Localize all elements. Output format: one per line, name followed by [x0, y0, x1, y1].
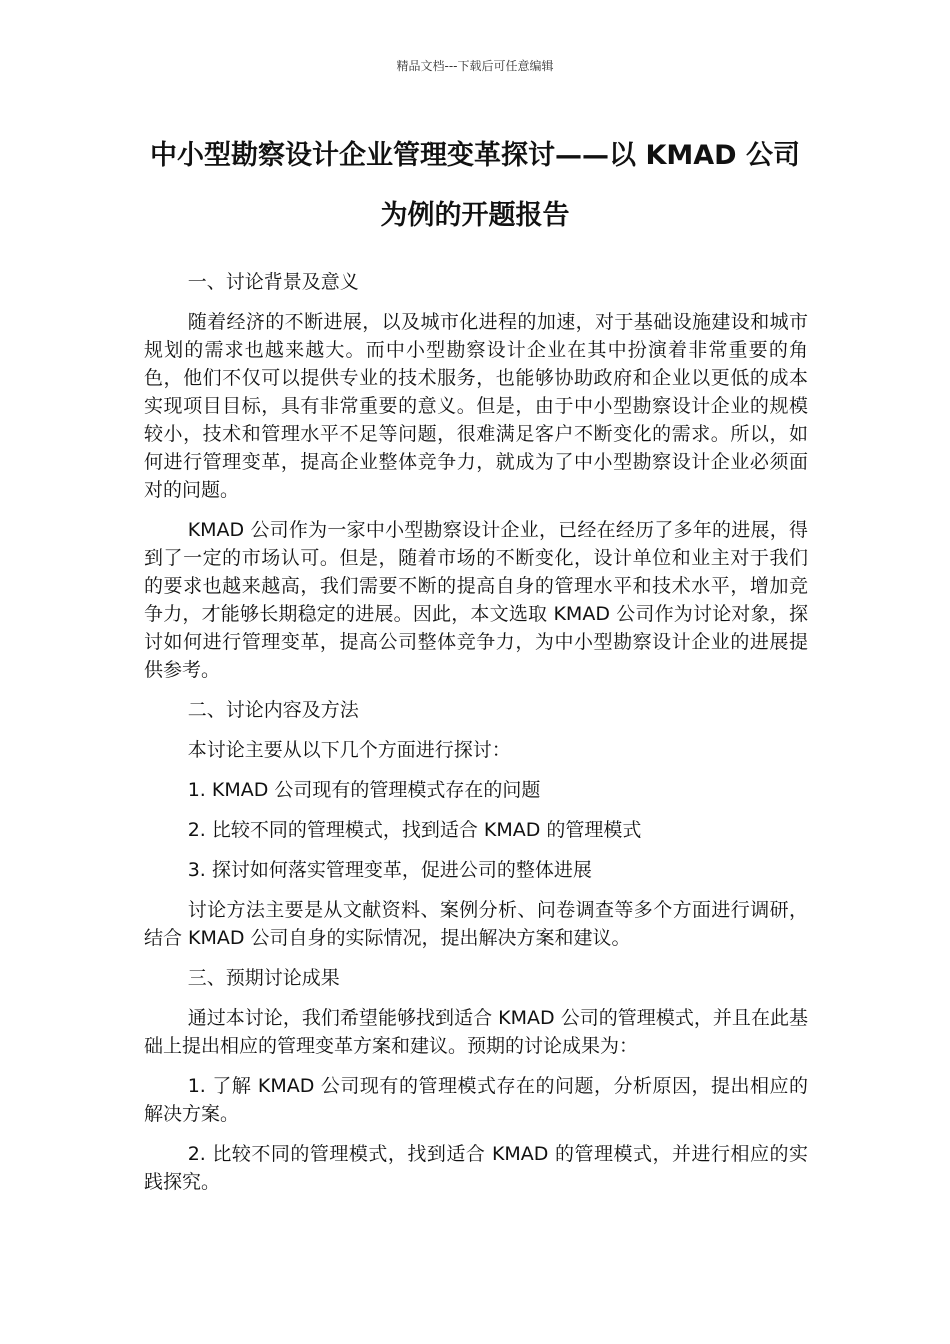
list-item-expected-2: 2. 比较不同的管理模式，找到适合 KMAD 的管理模式，并进行相应的实践探究。 [144, 1143, 808, 1193]
paragraph-background-1: 随着经济的不断进展，以及城市化进程的加速，对于基础设施建设和城市规划的需求也越来越大。而中小型勘察设计企业在其中扮演着非常重要的角色，他们不仅可以提供专业的技术服务，也能够协助政府和企业以更低的成本实现项目目标，具有非常重要的意义。但是，由于中小型勘察设计企业的规模较小，技术和管理水平不足等问题，很难满足客户不断变化的需求。所以，如何进行管理变革，提高企业整体竞争力，就成为了中小型勘察设计企业必须面对的问题。 [144, 311, 808, 501]
list-item-content-3: 3. 探讨如何落实管理变革，促进公司的整体进展 [187, 859, 592, 881]
list-item-content-2: 2. 比较不同的管理模式，找到适合 KMAD 的管理模式 [187, 819, 642, 841]
paragraph-expected-intro: 通过本讨论，我们希望能够找到适合 KMAD 公司的管理模式，并且在此基础上提出相应的管理变革方案和建议。预期的讨论成果为： [144, 1007, 808, 1057]
section-heading-background: 一、讨论背景及意义 [187, 271, 359, 293]
list-item-content-1: 1. KMAD 公司现有的管理模式存在的问题 [187, 779, 541, 801]
section-heading-content-methods: 二、讨论内容及方法 [187, 699, 359, 721]
paragraph-content-intro: 本讨论主要从以下几个方面进行探讨： [187, 739, 511, 761]
document-title: 中小型勘察设计企业管理变革探讨——以 KMAD 公司为例的开题报告 [150, 140, 800, 231]
list-item-expected-1: 1. 了解 KMAD 公司现有的管理模式存在的问题，分析原因，提出相应的解决方案。 [144, 1075, 808, 1125]
section-heading-expected-results: 三、预期讨论成果 [187, 967, 340, 989]
document-body [144, 268, 808, 1208]
paragraph-methods: 讨论方法主要是从文献资料、案例分析、问卷调查等多个方面进行调研，结合 KMAD 公司自身的实际情况，提出解决方案和建议。 [144, 899, 808, 949]
header-note: 精品文档---下载后可任意编辑 [396, 59, 554, 73]
paragraph-background-2: KMAD 公司作为一家中小型勘察设计企业，已经在经历了多年的进展，得到了一定的市场认可。但是，随着市场的不断变化，设计单位和业主对于我们的要求也越来越高，我们需要不断的提高自身的管理水平和技术水平，增加竞争力，才能够长期稳定的进展。因此，本文选取 KMAD 公司作为讨论对象，探讨如何进行管理变革，提高公司整体竞争力，为中小型勘察设计企业的进展提供参考。 [144, 519, 808, 681]
